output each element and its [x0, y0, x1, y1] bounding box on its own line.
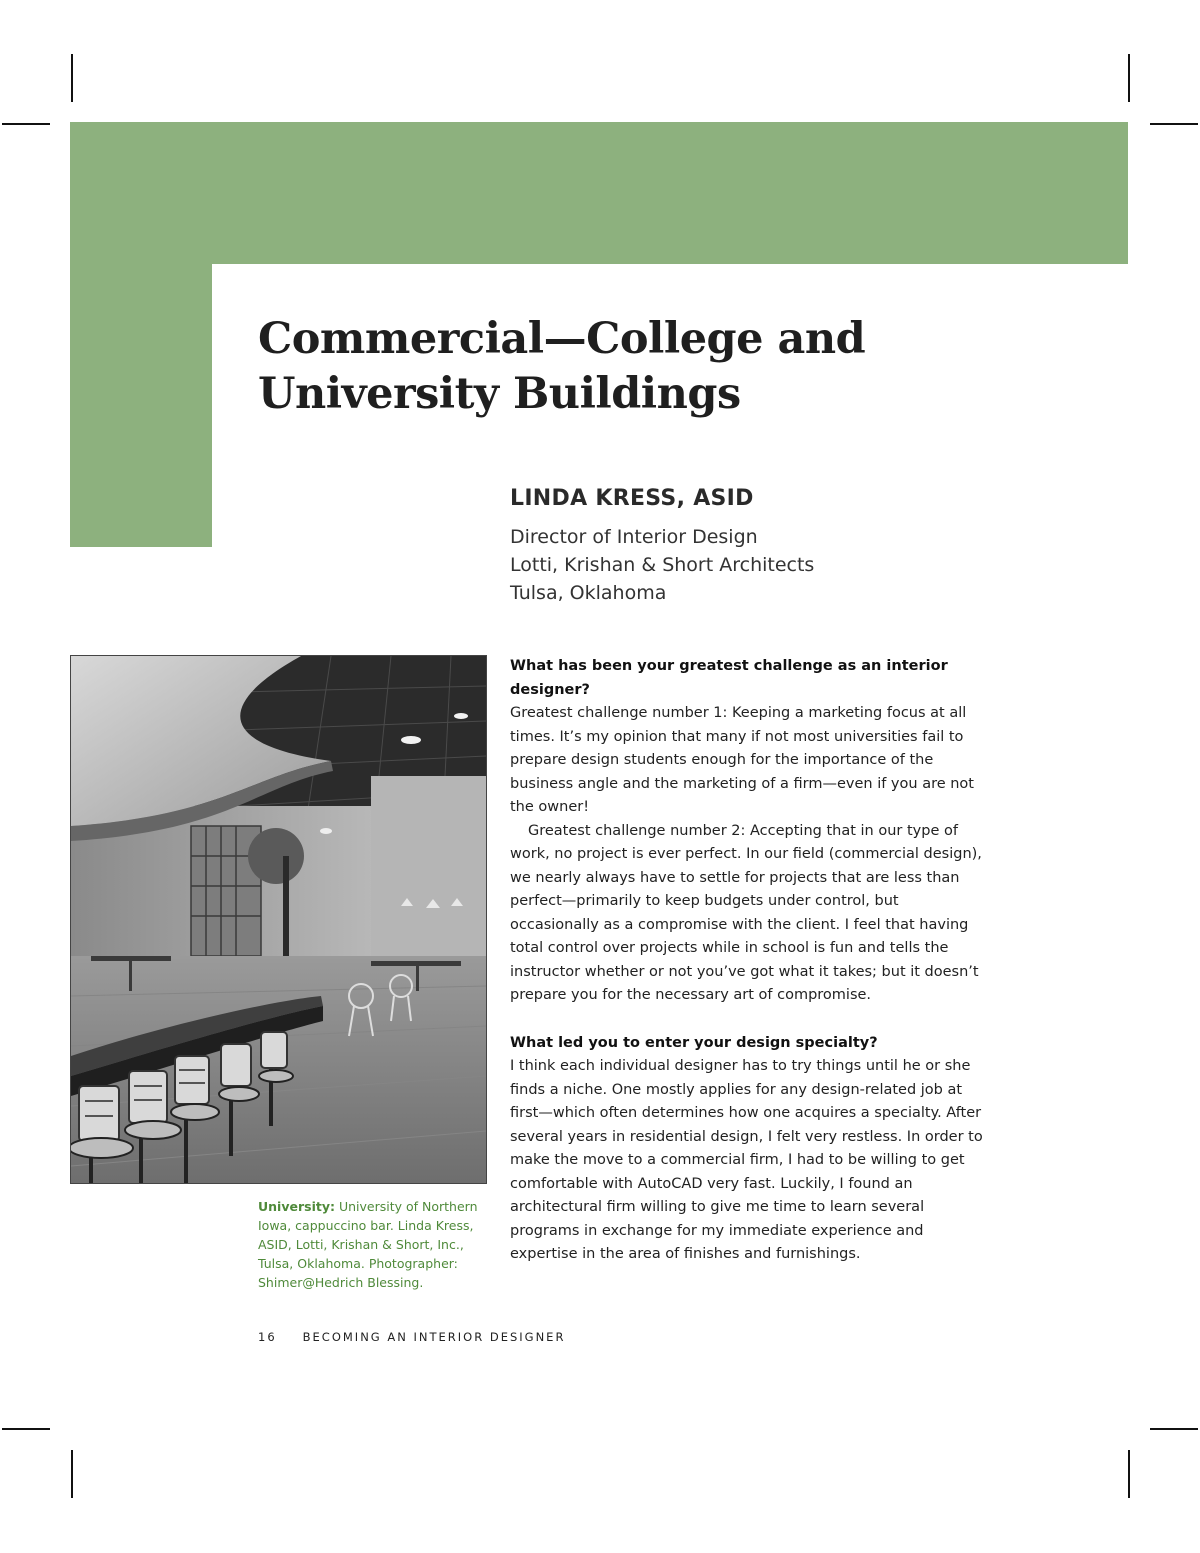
author-block	[510, 486, 990, 607]
caption-text: University of Northern Iowa, cappuccino bar. Linda Kress, ASID, Lotti, Krishan & Short, Inc., Tulsa, Oklahoma. Photographer: Shimer@Hedrich Blessing.	[258, 1199, 478, 1290]
caption-lead: University:	[258, 1199, 335, 1214]
crop-mark	[71, 54, 73, 102]
answer-paragraph: I think each individual designer has to try things until he or she finds a niche. One mostly applies for any design-related job at first—which often determines how one acquires a specialty. After several years in residential design, I felt very restless. In order to make the move to a commercial firm, I had to be willing to get comfortable with AutoCAD very fast. Luckily, I found an architectural firm willing to give me time to learn several programs in exchange for my immediate experience and expertise in the area of finishes and furnishings.	[510, 1058, 983, 1262]
crop-mark	[1128, 1450, 1130, 1498]
answer-paragraph: Greatest challenge number 1: Keeping a marketing focus at all times. It’s my opinion that many if not most universities fail to prepare design students enough for the importance of the business angle and the marketing of a firm—even if you are not the owner!	[510, 705, 974, 815]
crop-mark	[1150, 123, 1198, 125]
author-name: LINDA KRESS, ASID	[510, 486, 754, 511]
photo-caption	[258, 1197, 486, 1292]
author-role: Director of Interior Design	[510, 526, 758, 548]
page-number: 16	[258, 1330, 277, 1344]
author-firm: Lotti, Krishan & Short Architects	[510, 554, 815, 576]
cappuccino-bar-photo	[70, 655, 487, 1184]
interview-text	[510, 655, 988, 1267]
question-heading: What has been your greatest challenge as an interior designer?	[510, 658, 948, 698]
crop-mark	[1150, 1428, 1198, 1430]
crop-mark	[71, 1450, 73, 1498]
crop-mark	[1128, 54, 1130, 102]
question-heading: What led you to enter your design specialty?	[510, 1034, 878, 1051]
answer-paragraph: Greatest challenge number 2: Accepting that in our type of work, no project is ever perfect. In our field (commercial design), we nearly always have to settle for projects that are less than perfect—primarily to keep budgets under control, but occasionally as a compromise with the client. I feel that having total control over projects while in school is fun and tells the instructor whether or not you’ve got what it takes; but it doesn’t prepare you for the necessary art of compromise.	[510, 822, 982, 1003]
section-spacer	[510, 1008, 988, 1032]
author-location: Tulsa, Oklahoma	[510, 582, 667, 604]
page-footer	[258, 1330, 565, 1344]
running-title: BECOMING AN INTERIOR DESIGNER	[302, 1330, 566, 1344]
crop-mark	[2, 1428, 50, 1430]
crop-mark	[2, 123, 50, 125]
header-color-stem	[70, 264, 212, 547]
chapter-title: Commercial—College and University Buildings	[258, 314, 866, 419]
header-color-band	[70, 122, 1128, 264]
